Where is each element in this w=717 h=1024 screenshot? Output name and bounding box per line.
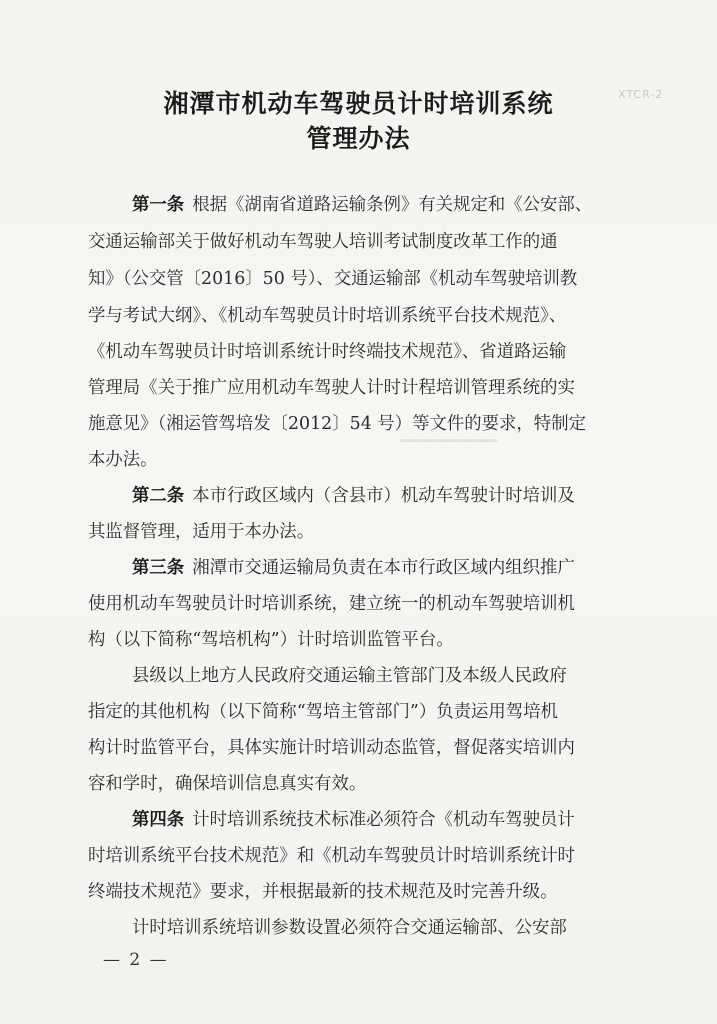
body-line: 容和学时，确保培训信息真实有效。 — [88, 774, 367, 794]
page-number: — 2 — — [103, 950, 169, 970]
article-label: 第二条 — [132, 486, 185, 506]
body-line: 管理局《关于推广应用机动车驾驶人计时计程培训管理系统的实 — [88, 378, 575, 398]
body-line: 第二条 本市行政区域内（含县市）机动车驾驶计时培训及 — [132, 486, 575, 506]
body-line: 交通运输部关于做好机动车驾驶人培训考试制度改革工作的通 — [88, 232, 558, 252]
body-line: 县级以上地方人民政府交通运输主管部门及本级人民政府 — [132, 666, 567, 686]
body-line: 本办法。 — [88, 450, 158, 470]
body-line: 时培训系统平台技术规范》和《机动车驾驶员计时培训系统计时 — [88, 846, 575, 866]
document-title-line1: 湘潭市机动车驾驶员计时培训系统 — [163, 89, 554, 118]
body-line: 构（以下简称“驾培机构”）计时培训监管平台。 — [88, 630, 454, 650]
body-line: 终端技术规范》要求，并根据最新的技术规范及时完善升级。 — [88, 882, 558, 902]
body-line: 《机动车驾驶员计时培训系统计时终端技术规范》、省道路运输 — [88, 342, 567, 362]
article-label: 第一条 — [132, 195, 185, 215]
body-line: 指定的其他机构（以下简称“驾培主管部门”）负责运用驾培机 — [88, 702, 558, 722]
body-line: 使用机动车驾驶员计时培训系统，建立统一的机动车驾驶培训机 — [88, 594, 575, 614]
body-line: 第三条 湘潭市交通运输局负责在本市行政区域内组织推广 — [132, 558, 575, 578]
body-line: 第四条 计时培训系统技术标准必须符合《机动车驾驶员计 — [132, 810, 575, 830]
bleed-through-text: ▔▔▔▔▔▔▔ — [400, 440, 497, 461]
body-line: 构计时监管平台，具体实施计时培训动态监管，督促落实培训内 — [88, 738, 575, 758]
body-line: 其监督管理，适用于本办法。 — [88, 522, 315, 542]
document-title-line2: 管理办法 — [306, 124, 411, 153]
body-line: 学与考试大纲》、《机动车驾驶员计时培训系统平台技术规范》、 — [88, 306, 567, 326]
body-line: 知》（公交管〔2016〕50 号）、交通运输部《机动车驾驶培训教 — [88, 269, 578, 289]
article-label: 第四条 — [132, 810, 185, 830]
body-line: 计时培训系统培训参数设置必须符合交通运输部、公安部 — [132, 918, 567, 938]
document-code: XTCR-2 — [618, 88, 664, 101]
body-line: 施意见》（湘运管驾培发〔2012〕54 号）等文件的要求，特制定 — [88, 414, 586, 434]
body-line: 第一条 根据《湖南省道路运输条例》有关规定和《公安部、 — [132, 195, 593, 215]
article-label: 第三条 — [132, 558, 185, 578]
